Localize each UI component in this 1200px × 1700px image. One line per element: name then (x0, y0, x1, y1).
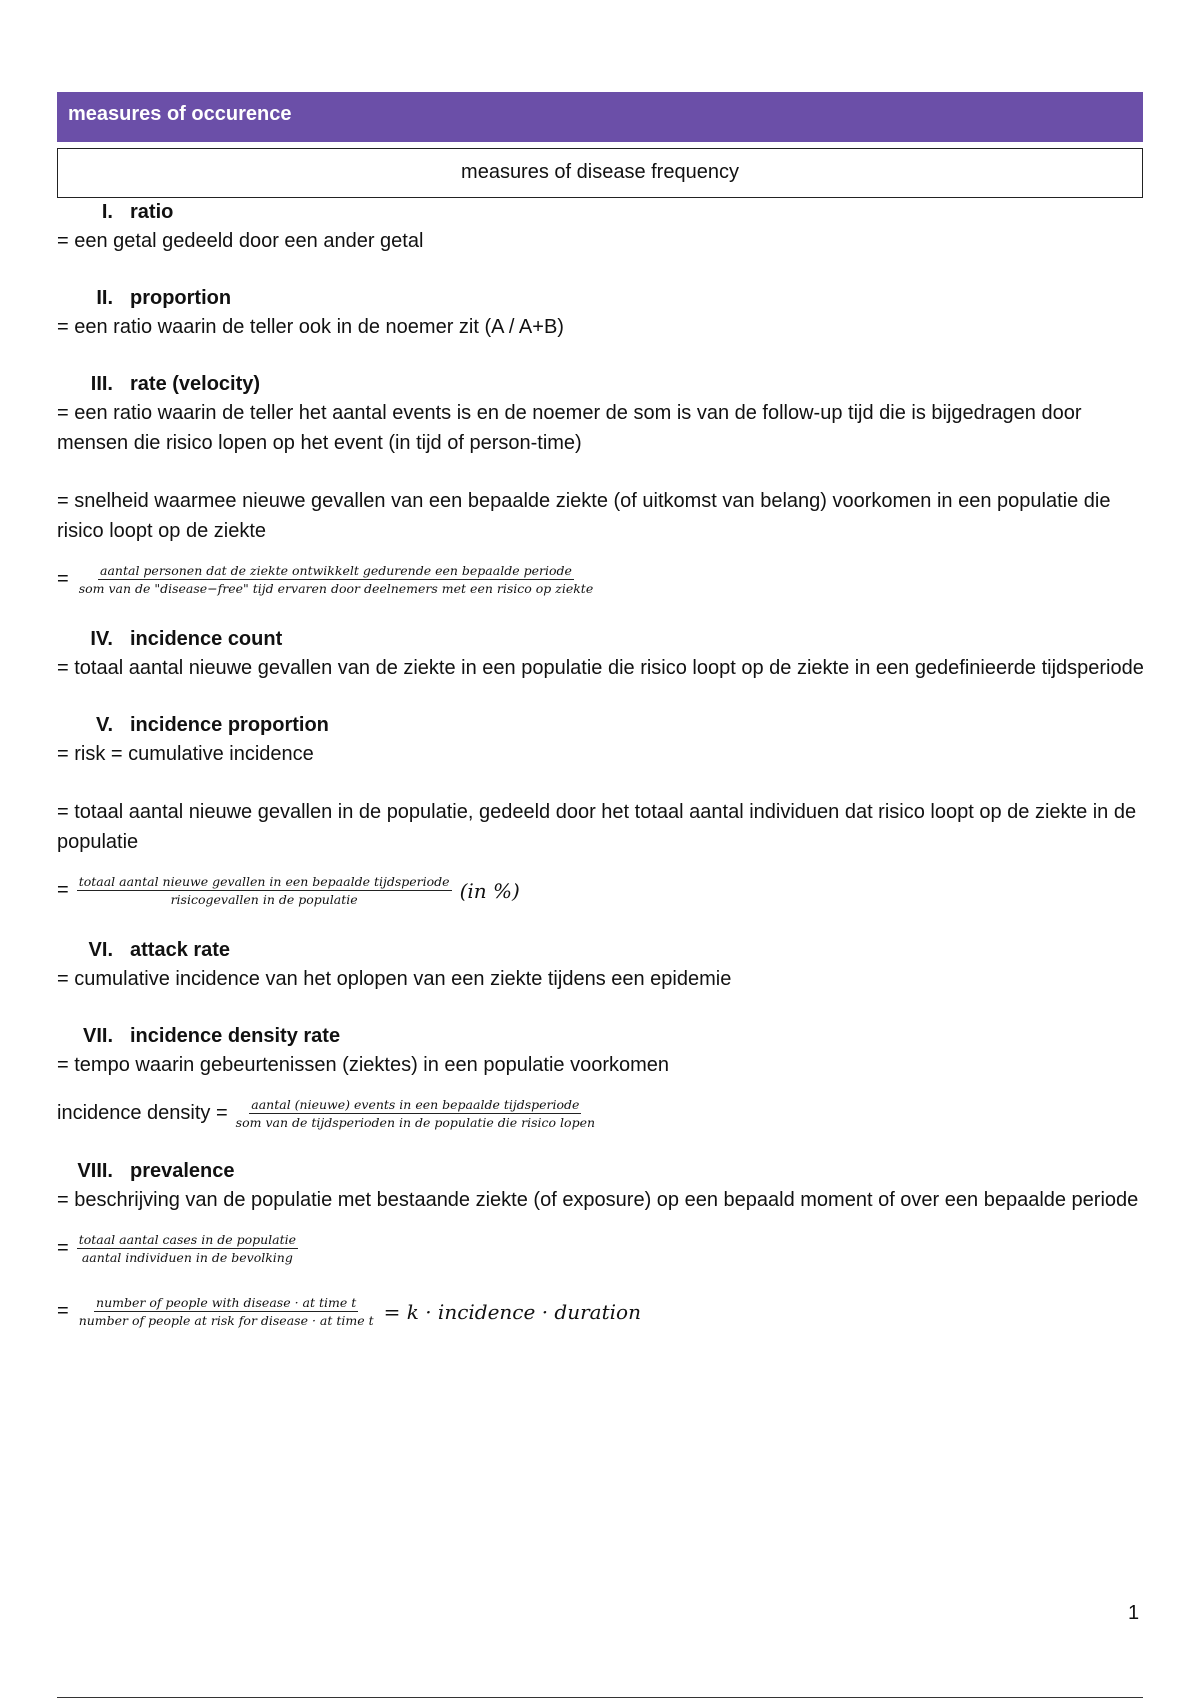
section-title: prevalence (130, 1160, 235, 1182)
section-text: = een ratio waarin de teller ook in de noemer zit (A / A+B) (57, 316, 564, 338)
subheader-title: measures of disease frequency (461, 161, 739, 183)
section-heading (57, 936, 1147, 964)
section-heading (57, 1022, 1147, 1050)
section-number: VI. (88, 939, 113, 961)
document-body (57, 198, 1147, 1329)
fraction-numerator: number of people with disease · at time t (96, 1295, 357, 1310)
formula-lead: incidence density = (57, 1102, 228, 1124)
formula (57, 562, 1147, 597)
section-heading (57, 284, 1147, 312)
section-text: = risk = cumulative incidence (57, 743, 314, 765)
fraction-numerator: totaal aantal cases in de populatie (78, 1232, 297, 1247)
header-title: measures of occurence (68, 103, 292, 125)
section-title: ratio (130, 201, 174, 223)
fraction (77, 562, 596, 597)
fraction (234, 1096, 597, 1131)
section-heading (57, 198, 1147, 226)
section-number: V. (95, 714, 113, 736)
footer-divider (57, 1697, 1143, 1698)
formula (57, 1231, 1147, 1266)
formula-suffix: (in %) (459, 878, 520, 903)
section-title: incidence proportion (130, 714, 329, 736)
section-number: III. (90, 373, 113, 395)
section-text: = tempo waarin gebeurtenissen (ziektes) in een populatie voorkomen (57, 1054, 670, 1076)
section-heading (57, 370, 1147, 398)
section-heading (57, 625, 1147, 653)
section-text: = een getal gedeeld door een ander getal (57, 230, 424, 252)
section-text: = cumulative incidence van het oplopen van een ziekte tijdens een epidemie (57, 968, 732, 990)
section-title: incidence count (130, 628, 283, 650)
formula-lead: = (57, 879, 69, 901)
formula-lead: = (57, 1237, 69, 1259)
section-number: I. (101, 201, 113, 223)
section-heading (57, 711, 1147, 739)
section-title: rate (velocity) (130, 373, 261, 395)
section-title: proportion (130, 287, 232, 309)
section-title: incidence density rate (130, 1025, 341, 1047)
fraction-numerator: totaal aantal nieuwe gevallen in een bepaalde tijdsperiode (78, 874, 450, 889)
section-number: VII. (82, 1025, 113, 1047)
formula-lead: = (57, 1300, 69, 1322)
fraction-denominator: number of people at risk for disease · at time t (78, 1313, 374, 1328)
formula-lead: = (57, 568, 69, 590)
section-number: VIII. (77, 1160, 113, 1182)
page-number: 1 (1128, 1602, 1140, 1624)
fraction (77, 1294, 376, 1329)
section-text: = snelheid waarmee nieuwe gevallen van een bepaalde ziekte (of uitkomst van belang) voorkomen in een populatie die risico loopt op de ziekte (57, 490, 1111, 542)
fraction-denominator: som van de "disease−free" tijd ervaren door deelnemers met een risico op ziekte (78, 581, 594, 596)
fraction (77, 873, 452, 908)
subheader-box (57, 148, 1143, 198)
formula (57, 873, 1147, 908)
fraction-denominator: som van de tijdsperioden in de populatie die risico lopen (235, 1115, 596, 1130)
formula (57, 1294, 1147, 1329)
fraction-numerator: aantal (nieuwe) events in een bepaalde tijdsperiode (251, 1097, 580, 1112)
fraction (77, 1231, 298, 1266)
section-text: = beschrijving van de populatie met bestaande ziekte (of exposure) op een bepaald moment of over een bepaalde periode (57, 1189, 1139, 1211)
fraction-numerator: aantal personen dat de ziekte ontwikkelt gedurende een bepaalde periode (100, 563, 572, 578)
fraction-denominator: risicogevallen in de populatie (170, 892, 358, 907)
fraction-denominator: aantal individuen in de bevolking (81, 1250, 293, 1265)
formula-suffix: = k · incidence · duration (383, 1299, 641, 1324)
section-title: attack rate (130, 939, 231, 961)
section-text: = totaal aantal nieuwe gevallen in de populatie, gedeeld door het totaal aantal individuen dat risico loopt op de ziekte in de populatie (57, 801, 1137, 853)
section-number: II. (96, 287, 113, 309)
section-heading (57, 1157, 1147, 1185)
section-header-bar (57, 92, 1143, 142)
section-text: = een ratio waarin de teller het aantal events is en de noemer de som is van de follow-up tijd die is bijgedragen door mensen die risico lopen op het event (in tijd of person-time) (57, 402, 1082, 454)
formula (57, 1096, 1147, 1131)
section-text: = totaal aantal nieuwe gevallen van de ziekte in een populatie die risico loopt op de ziekte in een gedefinieerde tijdsperiode (57, 657, 1144, 679)
section-number: IV. (90, 628, 113, 650)
